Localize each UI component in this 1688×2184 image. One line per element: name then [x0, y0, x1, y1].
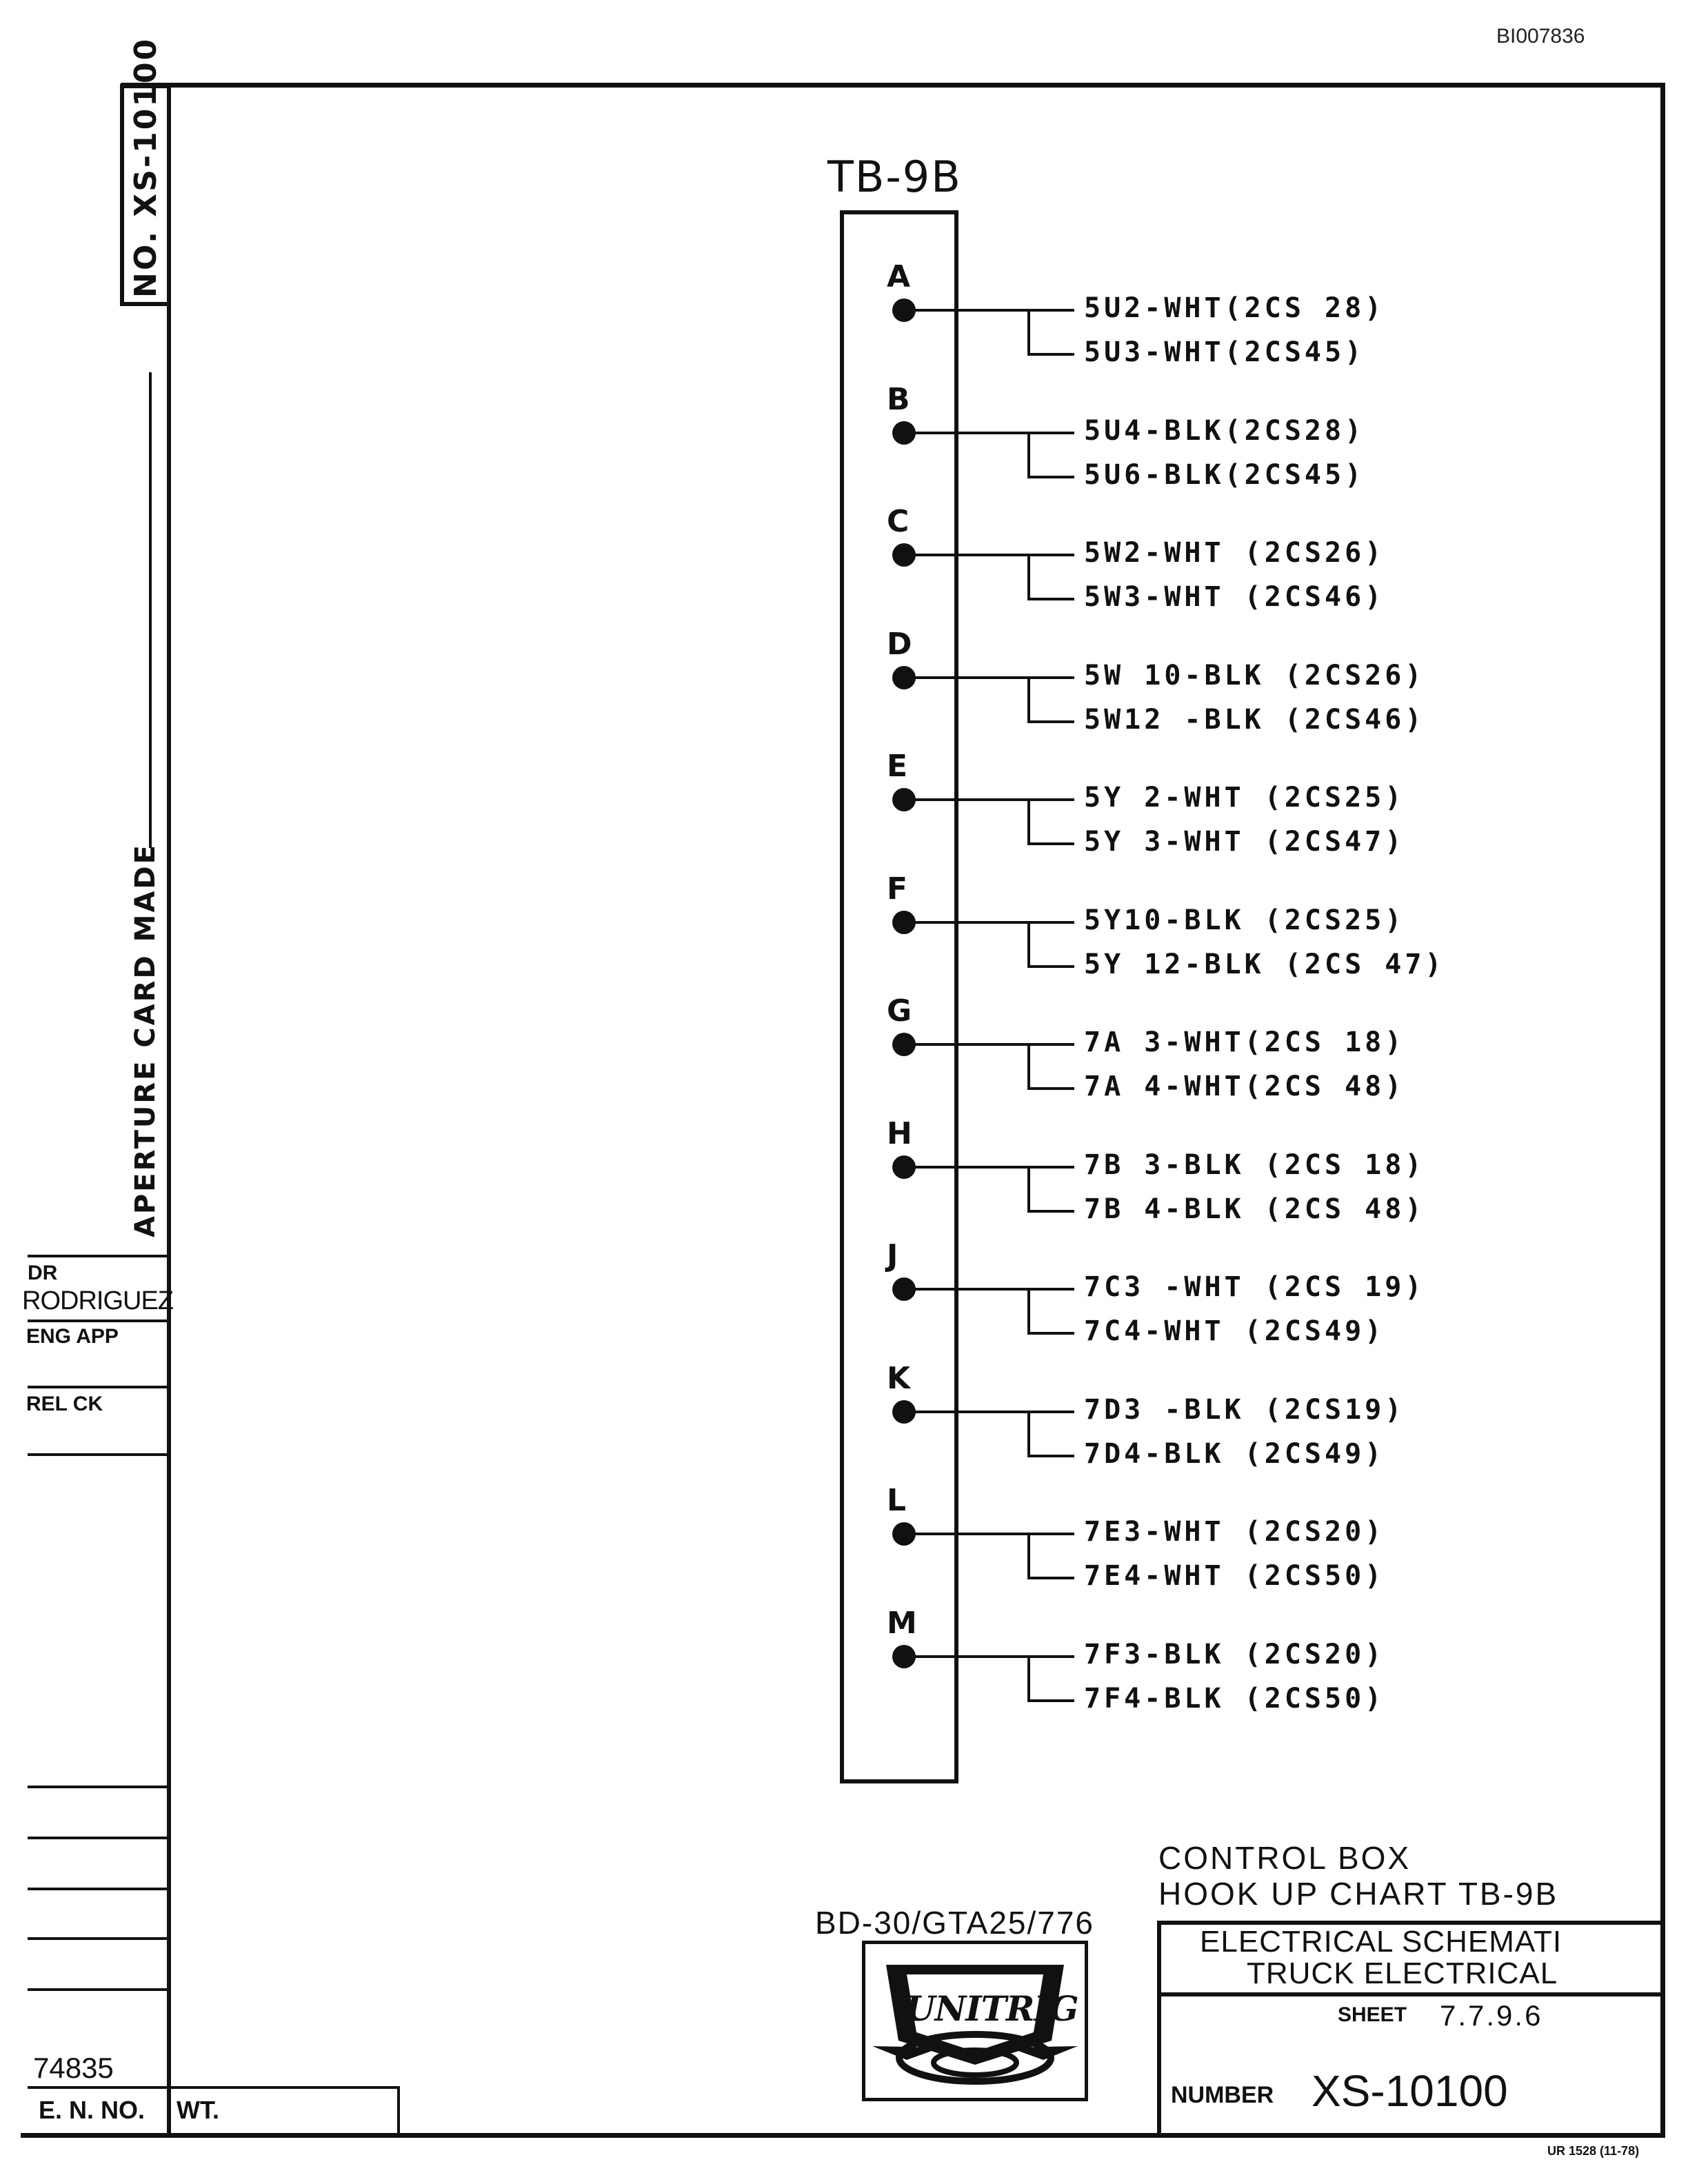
wire-label: 7E3-WHT (2CS20): [1084, 1516, 1385, 1548]
aperture-card-text: APERTURE CARD MADE: [130, 843, 161, 1237]
number-label: NUMBER: [1171, 2082, 1274, 2108]
logo-wordmark: UNITRIG: [905, 1988, 1078, 2029]
branch-line: [1027, 1289, 1030, 1333]
wire-label: 5U3-WHT(2CS45): [1084, 336, 1365, 368]
en-no-label: E. N. NO.: [39, 2096, 145, 2124]
terminal-letter: D: [887, 627, 912, 662]
wire-line: [904, 1166, 1074, 1169]
branch-line: [1027, 1534, 1030, 1578]
terminal-letter: C: [887, 504, 910, 539]
sheet-label: SHEET: [1338, 2003, 1407, 2026]
document-id: BI007836: [1496, 25, 1585, 48]
branch-wire-line: [1027, 476, 1074, 478]
wire-line: [904, 798, 1074, 801]
wire-label: 7A 3-WHT(2CS 18): [1084, 1027, 1405, 1058]
frame-left-border: [167, 83, 171, 2137]
wire-label: 7F3-BLK (2CS20): [1084, 1639, 1385, 1670]
block-line: [28, 1255, 170, 1257]
block-line: [28, 1786, 170, 1788]
wire-line: [904, 1655, 1074, 1658]
terminal-letter: B: [887, 382, 910, 417]
en-number: 74835: [33, 2052, 114, 2084]
branch-line: [1027, 800, 1030, 844]
wire-label: 5Y 3-WHT (2CS47): [1084, 826, 1405, 858]
block-line: [28, 1386, 170, 1388]
terminal-letter: A: [887, 259, 911, 294]
frame-right-border: [1660, 83, 1665, 2137]
block-line: [28, 2086, 400, 2089]
block-line: [28, 1837, 170, 1839]
branch-line: [1027, 1412, 1030, 1456]
wire-line: [904, 554, 1074, 556]
section-line-1: ELECTRICAL SCHEMATI: [1200, 1925, 1563, 1959]
terminal-letter: F: [887, 871, 908, 907]
wire-label: 5W2-WHT (2CS26): [1084, 537, 1385, 569]
wire-label: 7A 4-WHT(2CS 48): [1084, 1071, 1405, 1102]
branch-line: [1027, 922, 1030, 967]
form-code: UR 1528 (11-78): [1547, 2144, 1640, 2158]
wire-line: [904, 432, 1074, 434]
wire-label: 5W12 -BLK (2CS46): [1084, 704, 1425, 736]
terminal-letter: K: [887, 1361, 911, 1396]
wire-label: 7B 3-BLK (2CS 18): [1084, 1149, 1425, 1181]
terminal-letter: J: [887, 1238, 898, 1273]
terminal-letter: E: [887, 749, 908, 784]
wire-line: [904, 921, 1074, 924]
wire-line: [904, 309, 1074, 312]
branch-line: [1027, 555, 1030, 599]
branch-wire-line: [1027, 1332, 1074, 1335]
block-line: [28, 1320, 170, 1322]
wire-label: 7E4-WHT (2CS50): [1084, 1560, 1385, 1592]
wire-label: 5U4-BLK(2CS28): [1084, 415, 1365, 447]
terminal-letter: G: [887, 993, 912, 1029]
branch-wire-line: [1027, 1577, 1074, 1579]
wire-label: 7D3 -BLK (2CS19): [1084, 1394, 1405, 1426]
model-number: BD-30/GTA25/776: [815, 1905, 1095, 1941]
wire-label: 5Y 12-BLK (2CS 47): [1084, 949, 1445, 980]
block-line: [28, 1937, 170, 1940]
wire-line: [904, 1043, 1074, 1046]
wire-line: [904, 1288, 1074, 1291]
branch-line: [1027, 310, 1030, 354]
wire-label: 7C3 -WHT (2CS 19): [1084, 1271, 1425, 1303]
rel-ck-label: REL CK: [26, 1393, 103, 1415]
branch-line: [1027, 1044, 1030, 1089]
title-line-1: CONTROL BOX: [1158, 1840, 1411, 1876]
eng-app-label: ENG APP: [26, 1325, 119, 1348]
frame-top-border: [121, 83, 1665, 88]
branch-wire-line: [1027, 598, 1074, 600]
branch-wire-line: [1027, 1087, 1074, 1090]
branch-wire-line: [1027, 842, 1074, 845]
wire-line: [904, 1410, 1074, 1413]
block-line: [28, 1453, 170, 1456]
branch-wire-line: [1027, 965, 1074, 968]
branch-wire-line: [1027, 720, 1074, 723]
wire-label: 7F4-BLK (2CS50): [1084, 1683, 1385, 1715]
branch-wire-line: [1027, 1455, 1074, 1457]
branch-line: [1027, 1657, 1030, 1701]
wire-label: 5W 10-BLK (2CS26): [1084, 660, 1425, 691]
wire-line: [904, 676, 1074, 679]
terminal-letter: M: [887, 1606, 917, 1641]
drafter-name: RODRIGUEZ: [22, 1286, 173, 1315]
block-line: [28, 1988, 170, 1991]
wire-label: 5U6-BLK(2CS45): [1084, 459, 1365, 491]
terminal-block-title: TB-9B: [827, 152, 962, 202]
dr-label: DR: [28, 1262, 58, 1284]
branch-wire-line: [1027, 353, 1074, 356]
block-divider: [397, 2086, 400, 2134]
branch-line: [1027, 433, 1030, 477]
branch-wire-line: [1027, 1699, 1074, 1702]
title-block-line: [1157, 1992, 1665, 1996]
branch-line: [1027, 1167, 1030, 1211]
drawing-number-vertical: NO. XS-10100: [128, 37, 163, 298]
branch-wire-line: [1027, 1210, 1074, 1213]
terminal-letter: L: [887, 1483, 907, 1518]
wire-label: 5Y10-BLK (2CS25): [1084, 904, 1405, 936]
wire-label: 5W3-WHT (2CS46): [1084, 581, 1385, 613]
wire-label: 7B 4-BLK (2CS 48): [1084, 1193, 1425, 1225]
wire-line: [904, 1533, 1074, 1535]
branch-line: [1027, 678, 1030, 722]
wire-label: 7C4-WHT (2CS49): [1084, 1315, 1385, 1347]
block-line: [28, 1888, 170, 1890]
terminal-letter: H: [887, 1116, 912, 1151]
wt-label: WT.: [177, 2096, 219, 2124]
sheet-value: 7.7.9.6: [1440, 1999, 1543, 2032]
unitrig-logo: [862, 1941, 1088, 2101]
wire-label: 7D4-BLK (2CS49): [1084, 1438, 1385, 1470]
section-line-2: TRUCK ELECTRICAL: [1247, 1957, 1558, 1990]
wire-label: 5U2-WHT(2CS 28): [1084, 292, 1385, 324]
number-value: XS-10100: [1312, 2066, 1508, 2116]
aperture-line: [149, 372, 152, 848]
title-line-2: HOOK UP CHART TB-9B: [1158, 1876, 1559, 1912]
wire-label: 5Y 2-WHT (2CS25): [1084, 782, 1405, 813]
